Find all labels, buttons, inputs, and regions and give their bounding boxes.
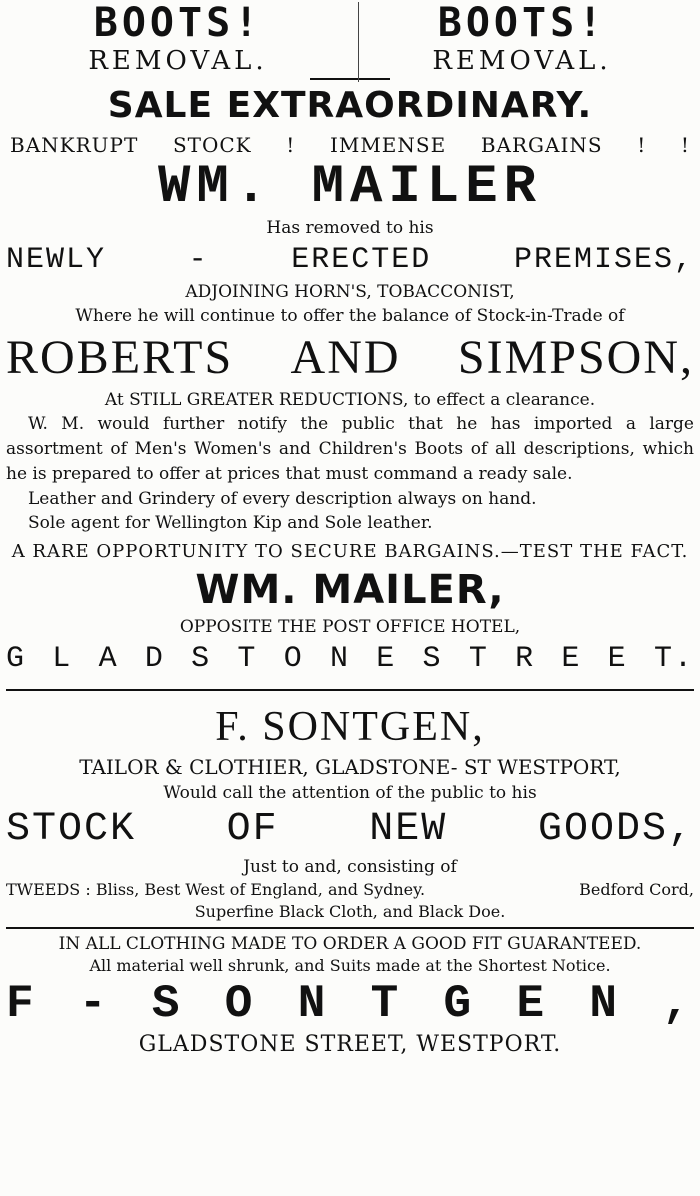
and-word: AND: [290, 331, 401, 384]
premises-word: PREMISES,: [513, 243, 694, 277]
stock-word: STOCK: [172, 133, 252, 157]
letter: ,: [662, 978, 694, 1030]
tweeds-text: TWEEDS : Bliss, Best West of England, and Sydney.: [6, 880, 426, 899]
removed-line: Has removed to his: [266, 218, 434, 238]
boots-left: BOOTS!: [93, 0, 263, 46]
letter: S: [151, 978, 184, 1030]
letter: T: [237, 642, 258, 676]
sontgen-advertisement: [6, 691, 694, 1059]
letter: O: [224, 978, 257, 1030]
tweeds-line: [6, 879, 694, 901]
leather-line: Leather and Grindery of every description always on hand.: [28, 489, 537, 509]
letter: -: [78, 978, 111, 1030]
letter: N: [329, 642, 350, 676]
letter: A: [98, 642, 119, 676]
adjoining-line: ADJOINING HORN'S, TOBACCONIST,: [185, 282, 515, 302]
column-divider: [358, 2, 359, 82]
exclaim-2: !: [637, 133, 647, 157]
exclaim-1: !: [286, 133, 296, 157]
just-line: Just to and, consisting of: [243, 857, 457, 877]
letter: R: [515, 642, 536, 676]
letter: S: [422, 642, 443, 676]
letter: E: [376, 642, 397, 676]
removal-right: REMOVAL.: [432, 46, 612, 76]
mailer-signature: WM. MAILER,: [195, 567, 505, 613]
immense-word: IMMENSE: [329, 133, 447, 157]
rare-opportunity-line: A RARE OPPORTUNITY TO SECURE BARGAINS.—TEST THE FACT.: [11, 541, 689, 562]
sole-agent-line: Sole agent for Wellington Kip and Sole leather.: [28, 513, 433, 533]
tailor-line: TAILOR & CLOTHIER, GLADSTONE- ST WESTPORT,: [79, 755, 621, 779]
notify-paragraph: W. M. would further notify the public that he has imported a large assortment of Men's Women's and Children's Boots of all descriptions, which he is prepared to offer at prices that must command a ready sale.: [6, 414, 694, 484]
letter: O: [283, 642, 304, 676]
opposite-line: OPPOSITE THE POST OFFICE HOTEL,: [179, 617, 521, 637]
gladstone-street-line: [6, 639, 694, 679]
shrunk-line: All material well shrunk, and Suits made at the Shortest Notice.: [89, 956, 611, 975]
where-line: Where he will continue to offer the balance of Stock-in-Trade of: [75, 306, 625, 326]
letter: E: [516, 978, 549, 1030]
roberts-word: ROBERTS: [6, 331, 234, 384]
letter: T.: [653, 642, 694, 676]
newly-erected-line: [6, 240, 694, 280]
superfine-line: Superfine Black Cloth, and Black Doe.: [194, 902, 506, 921]
removal-left: REMOVAL.: [88, 46, 268, 76]
newly-word: NEWLY: [6, 243, 107, 277]
stock-line: [6, 805, 694, 855]
sontgen-display-name: [6, 977, 694, 1031]
boots-heading: [6, 0, 694, 46]
letter: E: [607, 642, 628, 676]
letter: S: [191, 642, 212, 676]
street-line: GLADSTONE STREET, WESTPORT.: [138, 1032, 562, 1057]
rule: [6, 927, 694, 929]
exclaim-3: !: [680, 133, 690, 157]
attention-line: Would call the attention of the public to his: [163, 783, 537, 803]
bankrupt-line: [6, 130, 694, 160]
bankrupt-word: BANKRUPT: [10, 133, 139, 157]
letter: N: [297, 978, 330, 1030]
letter: G: [6, 642, 27, 676]
new-word: NEW: [369, 807, 448, 852]
goods-word: GOODS,: [537, 807, 694, 852]
letter: F: [6, 978, 38, 1030]
newly-dash: -: [188, 243, 209, 277]
letter: N: [589, 978, 621, 1030]
stock-word: STOCK: [6, 807, 137, 852]
erected-word: ERECTED: [291, 243, 432, 277]
reductions-line: At STILL GREATER REDUCTIONS, to effect a clearance.: [104, 390, 596, 410]
bedford-text: Bedford Cord,: [579, 880, 694, 899]
mailer-advertisement: [6, 0, 694, 679]
letter: T: [370, 978, 403, 1030]
boots-right: BOOTS!: [437, 0, 607, 46]
letter: L: [52, 642, 73, 676]
of-word: OF: [226, 807, 279, 852]
bargains-word: BARGAINS: [480, 133, 603, 157]
roberts-simpson-line: [6, 328, 694, 388]
sontgen-name: F. SONTGEN,: [215, 704, 485, 750]
short-rule: [310, 78, 390, 80]
sale-heading: SALE EXTRAORDINARY.: [107, 85, 593, 126]
letter: T: [468, 642, 489, 676]
letter: E: [561, 642, 582, 676]
mailer-display-name: WM. MAILER: [157, 157, 543, 218]
fit-guaranteed-line: IN ALL CLOTHING MADE TO ORDER A GOOD FIT GUARANTEED.: [58, 934, 642, 954]
newspaper-page: [6, 0, 694, 1196]
letter: G: [443, 978, 476, 1030]
letter: D: [144, 642, 165, 676]
removal-heading: [6, 46, 694, 76]
simpson-word: SIMPSON,: [457, 331, 694, 384]
